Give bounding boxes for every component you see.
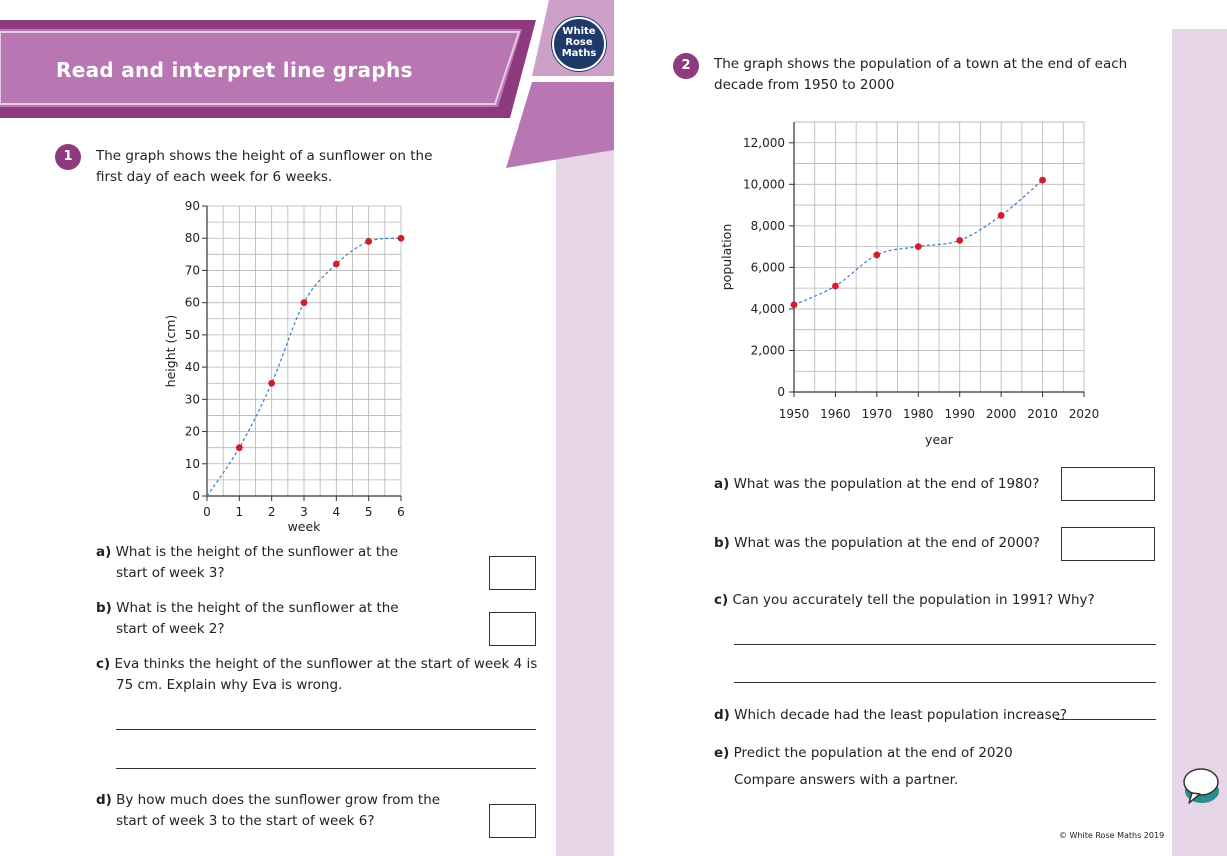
question-1-text-line-2: first day of each week for 6 weeks.: [96, 169, 333, 185]
x-tick-label: 1960: [820, 407, 851, 421]
question-2d-text: Which decade had the least population increase?: [734, 707, 1068, 723]
question-2c-text: Can you accurately tell the population in 1991? Why?: [732, 592, 1095, 608]
question-2e: [714, 743, 1013, 791]
answer-line-1c-1[interactable]: [116, 729, 536, 730]
y-tick-label: 0: [777, 385, 785, 399]
question-1-number: 1: [55, 144, 81, 170]
data-point: [915, 243, 922, 250]
x-tick-label: 2: [267, 505, 276, 519]
y-tick-label: 40: [184, 360, 200, 375]
answer-box-2a[interactable]: [1061, 467, 1155, 501]
question-2a: [714, 474, 1039, 495]
question-1b: [96, 598, 399, 640]
question-2c-label: c): [714, 592, 729, 608]
question-2d-label: d): [714, 707, 730, 723]
question-2e-text: Predict the population at the end of 2020: [733, 745, 1013, 761]
question-2-number: 2: [673, 53, 699, 79]
population-chart: [710, 112, 1130, 457]
y-tick-label: 60: [184, 295, 200, 310]
data-point: [791, 301, 798, 308]
logo-word-2: Rose: [565, 37, 593, 48]
x-tick-label: 2010: [1027, 407, 1058, 421]
question-2a-label: a): [714, 476, 730, 492]
question-1a-label: a): [96, 544, 112, 560]
y-tick-label: 70: [184, 263, 200, 278]
answer-box-1d[interactable]: [489, 804, 536, 838]
question-1c-label: c): [96, 656, 111, 672]
question-2d: [714, 705, 1067, 726]
question-2b-label: b): [714, 535, 730, 551]
question-2-text: [714, 54, 1127, 96]
data-point: [398, 235, 405, 242]
y-tick-label: 80: [184, 231, 200, 246]
data-point: [268, 380, 275, 387]
y-tick-label: 8,000: [750, 218, 785, 233]
question-2-text-line-1: The graph shows the population of a town at the end of each: [714, 56, 1128, 72]
question-2-text-line-2: decade from 1950 to 2000: [714, 77, 895, 93]
data-point: [956, 237, 963, 244]
question-2a-text: What was the population at the end of 1980?: [733, 476, 1040, 492]
copyright: © White Rose Maths 2019: [1059, 831, 1165, 840]
question-2e-text-2: Compare answers with a partner.: [734, 772, 959, 788]
data-point: [1039, 177, 1046, 184]
right-page: [614, 0, 1227, 856]
question-1d-line-2: start of week 3 to the start of week 6?: [116, 813, 375, 829]
question-1b-label: b): [96, 600, 112, 616]
y-tick-label: 2,000: [750, 343, 785, 358]
x-tick-label: 1990: [944, 407, 975, 421]
question-1a-line-2: start of week 3?: [116, 565, 225, 581]
y-tick-label: 90: [184, 199, 200, 213]
x-axis-label: week: [287, 519, 321, 534]
question-1b-line-2: start of week 2?: [116, 621, 225, 637]
y-tick-label: 50: [184, 327, 200, 342]
page-title: Read and interpret line graphs: [56, 58, 413, 82]
left-side-strip: [556, 150, 614, 856]
data-point: [236, 444, 243, 451]
data-point: [832, 283, 839, 290]
y-tick-label: 20: [184, 424, 200, 439]
data-point: [998, 212, 1005, 219]
y-tick-label: 4,000: [750, 301, 785, 316]
x-tick-label: 1950: [778, 407, 810, 421]
data-point: [333, 261, 340, 268]
x-tick-label: 6: [397, 505, 405, 519]
data-point: [365, 238, 372, 245]
question-2b-text: What was the population at the end of 2000?: [734, 535, 1040, 551]
y-tick-label: 10: [184, 456, 200, 471]
question-2b: [714, 533, 1040, 554]
x-tick-label: 1970: [861, 407, 893, 421]
answer-line-2c-2[interactable]: [734, 682, 1156, 683]
y-tick-label: 30: [184, 392, 200, 407]
logo-word-3: Maths: [561, 48, 597, 59]
question-1d-line-1: By how much does the sunflower grow from the: [116, 792, 441, 808]
question-1-text: [96, 146, 432, 188]
white-rose-maths-logo: [552, 17, 606, 71]
answer-box-2b[interactable]: [1061, 527, 1155, 561]
question-2c: [714, 590, 1095, 611]
y-tick-label: 12,000: [743, 135, 785, 150]
x-tick-label: 4: [332, 505, 341, 519]
question-1a-line-1: What is the height of the sunflower at the: [115, 544, 399, 560]
answer-box-1a[interactable]: [489, 556, 536, 590]
x-axis-label: year: [925, 432, 953, 447]
data-point: [873, 252, 880, 259]
x-tick-label: 1980: [903, 407, 934, 421]
x-tick-label: 2020: [1068, 407, 1100, 421]
logo-word-1: White: [562, 26, 596, 37]
question-1-text-line-1: The graph shows the height of a sunflower on the: [96, 148, 433, 164]
question-1b-line-1: What is the height of the sunflower at the: [116, 600, 399, 616]
answer-line-2d[interactable]: [1056, 719, 1156, 720]
question-2e-label: e): [714, 745, 730, 761]
y-tick-label: 0: [192, 489, 200, 503]
answer-box-1b[interactable]: [489, 612, 536, 646]
data-point: [301, 299, 308, 306]
question-1c-line-2: 75 cm. Explain why Eva is wrong.: [116, 677, 343, 693]
question-1a: [96, 542, 398, 584]
question-1c: [96, 654, 537, 696]
x-tick-label: 1: [235, 505, 244, 519]
right-side-strip: [1172, 29, 1227, 856]
y-tick-label: 6,000: [750, 260, 785, 275]
y-tick-label: 10,000: [743, 177, 785, 192]
y-axis-label: height (cm): [163, 314, 178, 388]
x-tick-label: 0: [203, 505, 211, 519]
x-tick-label: 5: [364, 505, 373, 519]
question-1c-line-1: Eva thinks the height of the sunflower at the start of week 4 is: [114, 656, 538, 672]
sunflower-height-chart: [150, 190, 430, 540]
y-axis-label: population: [719, 223, 734, 291]
discussion-bubble-icon: [1180, 764, 1224, 808]
x-tick-label: 2000: [985, 407, 1017, 421]
answer-line-1c-2[interactable]: [116, 768, 536, 769]
x-tick-label: 3: [300, 505, 308, 519]
question-1d: [96, 790, 440, 832]
answer-line-2c-1[interactable]: [734, 644, 1156, 645]
question-1d-label: d): [96, 792, 112, 808]
